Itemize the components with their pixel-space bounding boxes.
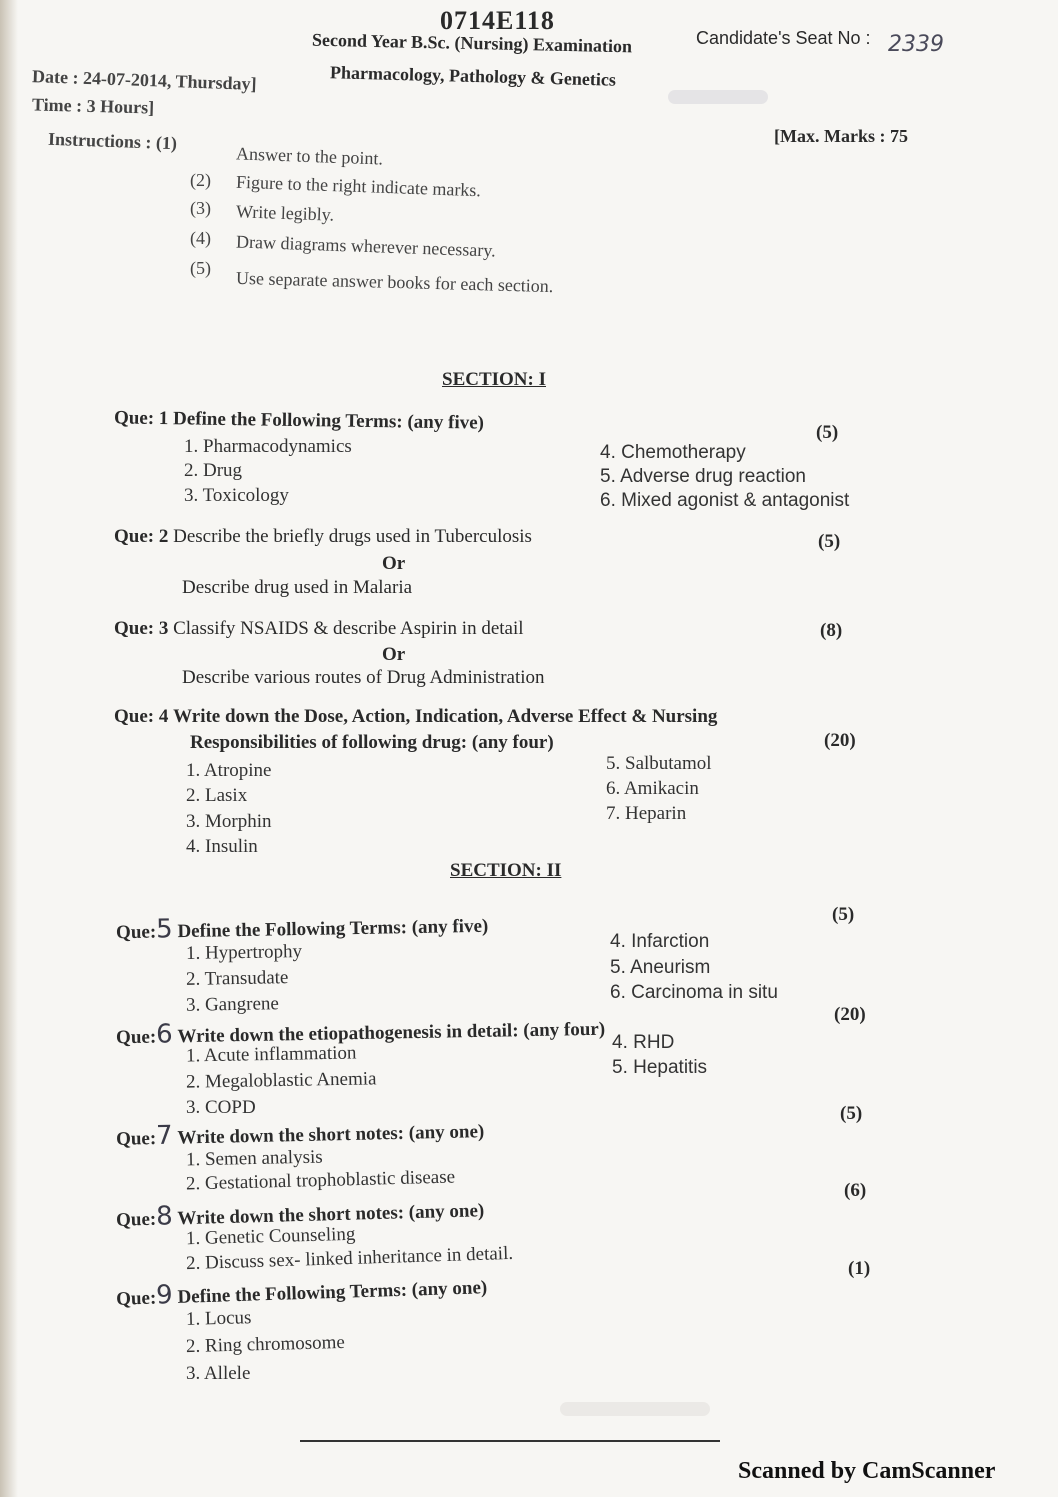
question-5-item: 6. Carcinoma in situ: [610, 982, 778, 1003]
question-9-item: 3. Allele: [186, 1363, 251, 1384]
exam-duration: Time : 3 Hours]: [31, 94, 155, 118]
question-4-marks: (20): [824, 730, 856, 751]
question-8-item: 1. Genetic Counseling: [185, 1223, 356, 1250]
question-2-label: Que: 2: [114, 526, 169, 547]
question-1-item: 6. Mixed agonist & antagonist: [600, 490, 850, 511]
question-2-text: Describe the briefly drugs used in Tuberculosis: [173, 526, 532, 547]
question-6-item: 4. RHD: [612, 1032, 675, 1053]
seat-number-label: Candidate's Seat No :: [696, 28, 871, 48]
question-6-item: 2. Megaloblastic Anemia: [185, 1068, 377, 1093]
footer-rule: [300, 1440, 720, 1442]
question-6-marks: (20): [834, 1004, 866, 1025]
instruction-4-num: (4): [190, 228, 211, 248]
question-6-item: 3. COPD: [186, 1097, 256, 1118]
instruction-5-num: (5): [190, 258, 211, 278]
question-8-marks: (6): [844, 1180, 867, 1201]
handwritten-number: 8: [155, 1201, 174, 1232]
question-1-item: 2. Drug: [184, 460, 243, 481]
question-6-text: Write down the etiopathogenesis in detail: (any four): [177, 1018, 606, 1048]
question-7-item: 1. Semen analysis: [185, 1146, 323, 1171]
question-8-text: Write down the short notes: (any one): [177, 1200, 485, 1230]
question-3: [114, 618, 524, 640]
question-3-marks: (8): [820, 620, 843, 641]
exam-date: Date : 24-07-2014, Thursday]: [31, 66, 257, 94]
question-7-text: Write down the short notes: (any one): [177, 1121, 485, 1149]
question-1-item: 1. Pharmacodynamics: [184, 436, 352, 457]
question-5-item: 4. Infarction: [610, 931, 710, 952]
instructions-label: Instructions : (1): [47, 128, 178, 154]
question-5-text: Define the Following Terms: (any five): [177, 915, 489, 943]
instruction-2-num: (2): [190, 170, 211, 190]
instruction-1: Answer to the point.: [235, 143, 384, 169]
max-marks: [Max. Marks : 75: [774, 126, 908, 146]
question-5: [116, 909, 489, 945]
question-9: [116, 1270, 488, 1312]
question-7-item: 2. Gestational trophoblastic disease: [185, 1166, 456, 1195]
question-9-marks: (1): [848, 1258, 871, 1279]
instruction-3-num: (3): [190, 198, 211, 218]
question-4-item: 5. Salbutamol: [606, 753, 712, 774]
question-4-text-line2: Responsibilities of following drug: (any four): [190, 732, 554, 753]
question-1-item: 3. Toxicology: [184, 485, 289, 506]
question-5-item: 3. Gangrene: [185, 993, 280, 1016]
question-2-marks: (5): [818, 531, 841, 552]
section-1-title: SECTION: I: [442, 369, 546, 390]
instruction-5: Use separate answer books for each section.: [235, 267, 554, 297]
instruction-3: Write legibly.: [235, 201, 335, 225]
question-1-text: Define the Following Terms: (any five): [172, 408, 485, 434]
question-4-item: 1. Atropine: [186, 760, 272, 781]
question-1: [114, 407, 484, 434]
question-9-item: 1. Locus: [185, 1307, 252, 1330]
handwritten-number: 5: [155, 914, 173, 945]
question-4-item: 7. Heparin: [606, 803, 687, 824]
question-1-item: 4. Chemotherapy: [600, 442, 746, 463]
question-6-label: Que:: [115, 1026, 157, 1049]
question-3-text: Classify NSAIDS & describe Aspirin in detail: [173, 618, 524, 639]
question-4-item: 6. Amikacin: [606, 778, 699, 799]
question-1-item: 5. Adverse drug reaction: [600, 466, 806, 487]
question-5-label: Que:: [115, 921, 157, 944]
smudge-mark: [668, 90, 768, 104]
question-6-item: 5. Hepatitis: [612, 1057, 708, 1078]
section-2-title: SECTION: II: [450, 860, 562, 881]
question-9-text: Define the Following Terms: (any one): [177, 1277, 488, 1308]
faint-stamp: [560, 1402, 710, 1416]
subject-title: Pharmacology, Pathology & Genetics: [329, 62, 617, 90]
exam-title: Second Year B.Sc. (Nursing) Examination: [311, 29, 633, 57]
question-6-item: 1. Acute inflammation: [185, 1042, 357, 1067]
question-5-marks: (5): [832, 904, 855, 925]
scanner-watermark: Scanned by CamScanner: [738, 1458, 996, 1484]
question-7-marks: (5): [840, 1103, 863, 1124]
question-3-alternative: Describe various routes of Drug Administration: [182, 667, 545, 688]
question-9-item: 2. Ring chromosome: [185, 1331, 346, 1358]
handwritten-number: 7: [155, 1120, 173, 1152]
question-3-or: Or: [382, 644, 406, 665]
question-5-item: 2. Transudate: [185, 967, 289, 990]
question-4-label: Que: 4: [114, 706, 169, 727]
seat-number-handwritten: 2339: [888, 32, 944, 57]
page-edge-shadow: [0, 0, 18, 1497]
question-3-label: Que: 3: [114, 618, 169, 639]
question-4-item: 3. Morphin: [186, 811, 272, 832]
question-5-item: 5. Aneurism: [610, 957, 711, 978]
question-4-text: Write down the Dose, Action, Indication, Adverse Effect & Nursing: [173, 706, 718, 727]
instruction-4: Draw diagrams wherever necessary.: [235, 231, 497, 261]
question-2: [114, 526, 532, 548]
question-1-label: Que: 1: [113, 407, 169, 430]
question-2-alternative: Describe drug used in Malaria: [182, 577, 413, 598]
handwritten-number: 6: [155, 1019, 173, 1050]
paper-code: 0714E118: [440, 6, 555, 35]
question-8-label: Que:: [115, 1208, 157, 1231]
question-2-or: Or: [382, 553, 406, 574]
handwritten-number: 9: [155, 1280, 174, 1311]
question-4-item: 4. Insulin: [186, 836, 258, 857]
instruction-2: Figure to the right indicate marks.: [235, 171, 482, 201]
question-1-marks: (5): [816, 422, 839, 443]
question-4-item: 2. Lasix: [186, 785, 248, 806]
question-8-item: 2. Discuss sex- linked inheritance in detail.: [185, 1242, 514, 1275]
question-9-label: Que:: [115, 1287, 157, 1310]
question-4: [114, 706, 717, 728]
question-5-item: 1. Hypertrophy: [185, 940, 303, 965]
question-7-label: Que:: [115, 1128, 157, 1150]
